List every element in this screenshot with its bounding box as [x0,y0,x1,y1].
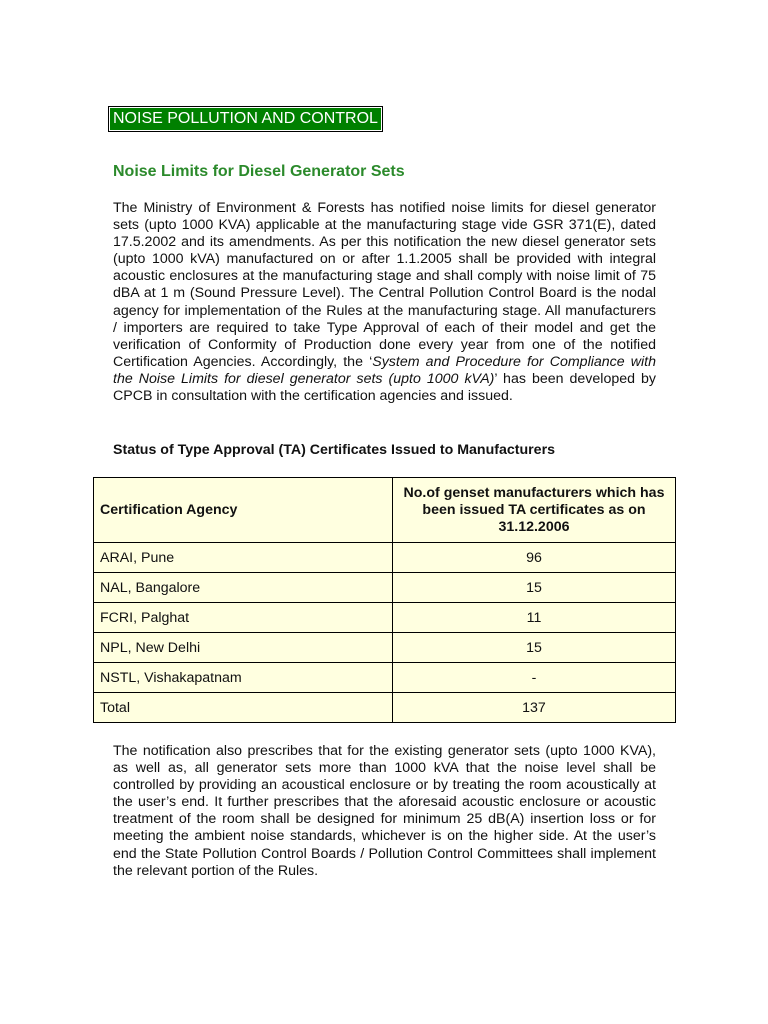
agency-cell: NSTL, Vishakapatnam [94,663,393,693]
subheading: Noise Limits for Diesel Generator Sets [113,163,405,180]
table-row [94,633,676,663]
agency-cell: FCRI, Palghat [94,603,393,633]
total-label-cell: Total [94,693,393,723]
intro-text-part1: The Ministry of Environment & Forests has notified noise limits for diesel generator sets (upto 1000 KVA) applicable at the manufacturing stage vide GSR 371(E), dated 17.5.2002 and its amendments. As per this notification the new diesel generator sets (upto 1000 kVA) manufactured on or after 1.1.2005 shall be provided with integral acoustic enclosures at the manufacturing stage and shall comply with noise limit of 75 dBA at 1 m (Sound Pressure Level). The Central Pollution Control Board is the nodal agency for implementation of the Rules at the manufacturing stage. All manufacturers / importers are required to take Type Approval of each of their model and get the verification of Conformity of Production done every year from one of the notified Certification Agencies. Accordingly, the ‘ [113,200,656,370]
count-cell: 96 [393,543,676,573]
table-title: Status of Type Approval (TA) Certificates Issued to Manufacturers [113,442,555,458]
certificates-table [93,477,676,723]
intro-paragraph [113,200,656,405]
table-header-row [94,478,676,543]
agency-cell: NAL, Bangalore [94,573,393,603]
table-row [94,543,676,573]
header-certification-agency: Certification Agency [94,478,393,543]
intro-italic-title: System and Procedure for Compliance with the Noise Limits for diesel generator sets (upto 1000 kVA) [113,353,657,387]
header-manufacturer-count: No.of genset manufacturers which has been issued TA certificates as on 31.12.2006 [393,478,676,543]
total-count-cell: 137 [393,693,676,723]
table-total-row [94,693,676,723]
table-row [94,573,676,603]
count-cell: - [393,663,676,693]
table-row [94,603,676,633]
notification-paragraph: The notification also prescribes that for the existing generator sets (upto 1000 KVA), as well as, all generator sets more than 1000 kVA that the noise level shall be controlled by providing an acoustical enclosure or by treating the room acoustically at the user’s end. It further prescribes that the aforesaid acoustic enclosure or acoustic treatment of the room shall be designed for minimum 25 dB(A) insertion loss or for meeting the ambient noise standards, whichever is on the higher side. At the user’s end the State Pollution Control Boards / Pollution Control Committees shall implement the relevant portion of the Rules. [113,743,656,879]
agency-cell: ARAI, Pune [94,543,393,573]
count-cell: 11 [393,603,676,633]
count-cell: 15 [393,633,676,663]
agency-cell: NPL, New Delhi [94,633,393,663]
count-cell: 15 [393,573,676,603]
table-row [94,663,676,693]
section-heading: NOISE POLLUTION AND CONTROL [108,106,383,132]
intro-text-part2: ’ has been developed by CPCB in consultation with the certification agencies and issued. [113,370,657,405]
